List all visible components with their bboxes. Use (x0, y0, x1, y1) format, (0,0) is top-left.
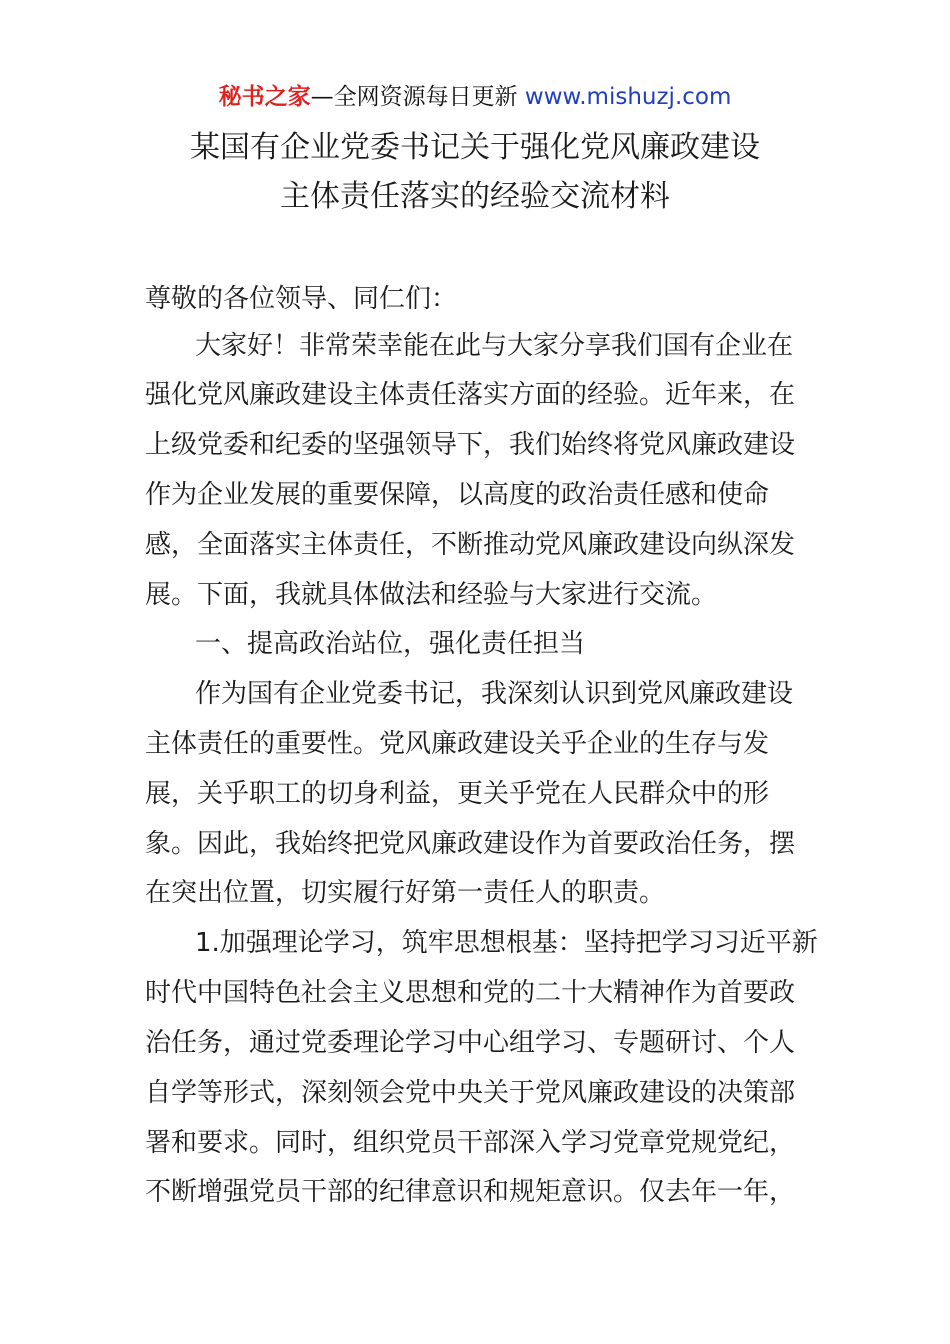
paragraph-line: 大家好！非常荣幸能在此与大家分享我们国有企业在 (195, 331, 794, 361)
site-tagline: —全网资源每日更新 (310, 84, 525, 110)
paragraph-line: 主体责任的重要性。党风廉政建设关乎企业的生存与发 (145, 729, 770, 759)
paragraph-line: 象。因此，我始终把党风廉政建设作为首要政治任务，摆 (145, 829, 796, 859)
paragraph-line: 署和要求。同时，组织党员干部深入学习党章党规党纪， (145, 1128, 796, 1158)
document-title-line-1: 某国有企业党委书记关于强化党风廉政建设 (190, 130, 760, 165)
document-title-line-2: 主体责任落实的经验交流材料 (280, 179, 670, 214)
paragraph-line: 时代中国特色社会主义思想和党的二十大精神作为首要政 (145, 978, 796, 1008)
paragraph-line: 1.加强理论学习，筑牢思想根基：坚持把学习习近平新 (195, 928, 818, 958)
paragraph-line: 上级党委和纪委的坚强领导下，我们始终将党风廉政建设 (145, 430, 796, 460)
paragraph-line: 治任务，通过党委理论学习中心组学习、专题研讨、个人 (145, 1028, 796, 1058)
paragraph-line: 作为企业发展的重要保障，以高度的政治责任感和使命 (145, 480, 770, 510)
site-url-link[interactable]: www.mishuzj.com (524, 84, 732, 110)
paragraph-line: 不断增强党员干部的纪律意识和规矩意识。仅去年一年， (145, 1177, 796, 1207)
salutation: 尊敬的各位领导、同仁们： (145, 284, 458, 314)
paragraph-line: 强化党风廉政建设主体责任落实方面的经验。近年来，在 (145, 380, 796, 410)
site-header (0, 80, 950, 114)
paragraph-line: 感，全面落实主体责任，不断推动党风廉政建设向纵深发 (145, 530, 796, 560)
paragraph-line: 在突出位置，切实履行好第一责任人的职责。 (145, 878, 666, 908)
paragraph-line: 作为国有企业党委书记，我深刻认识到党风廉政建设 (195, 679, 794, 709)
paragraph-line: 展。下面，我就具体做法和经验与大家进行交流。 (145, 580, 718, 610)
site-brand: 秘书之家 (218, 84, 311, 110)
paragraph-line: 展，关乎职工的切身利益，更关乎党在人民群众中的形 (145, 779, 770, 809)
section-heading: 一、提高政治站位，强化责任担当 (195, 629, 586, 659)
paragraph-line: 自学等形式，深刻领会党中央关于党风廉政建设的决策部 (145, 1078, 796, 1108)
